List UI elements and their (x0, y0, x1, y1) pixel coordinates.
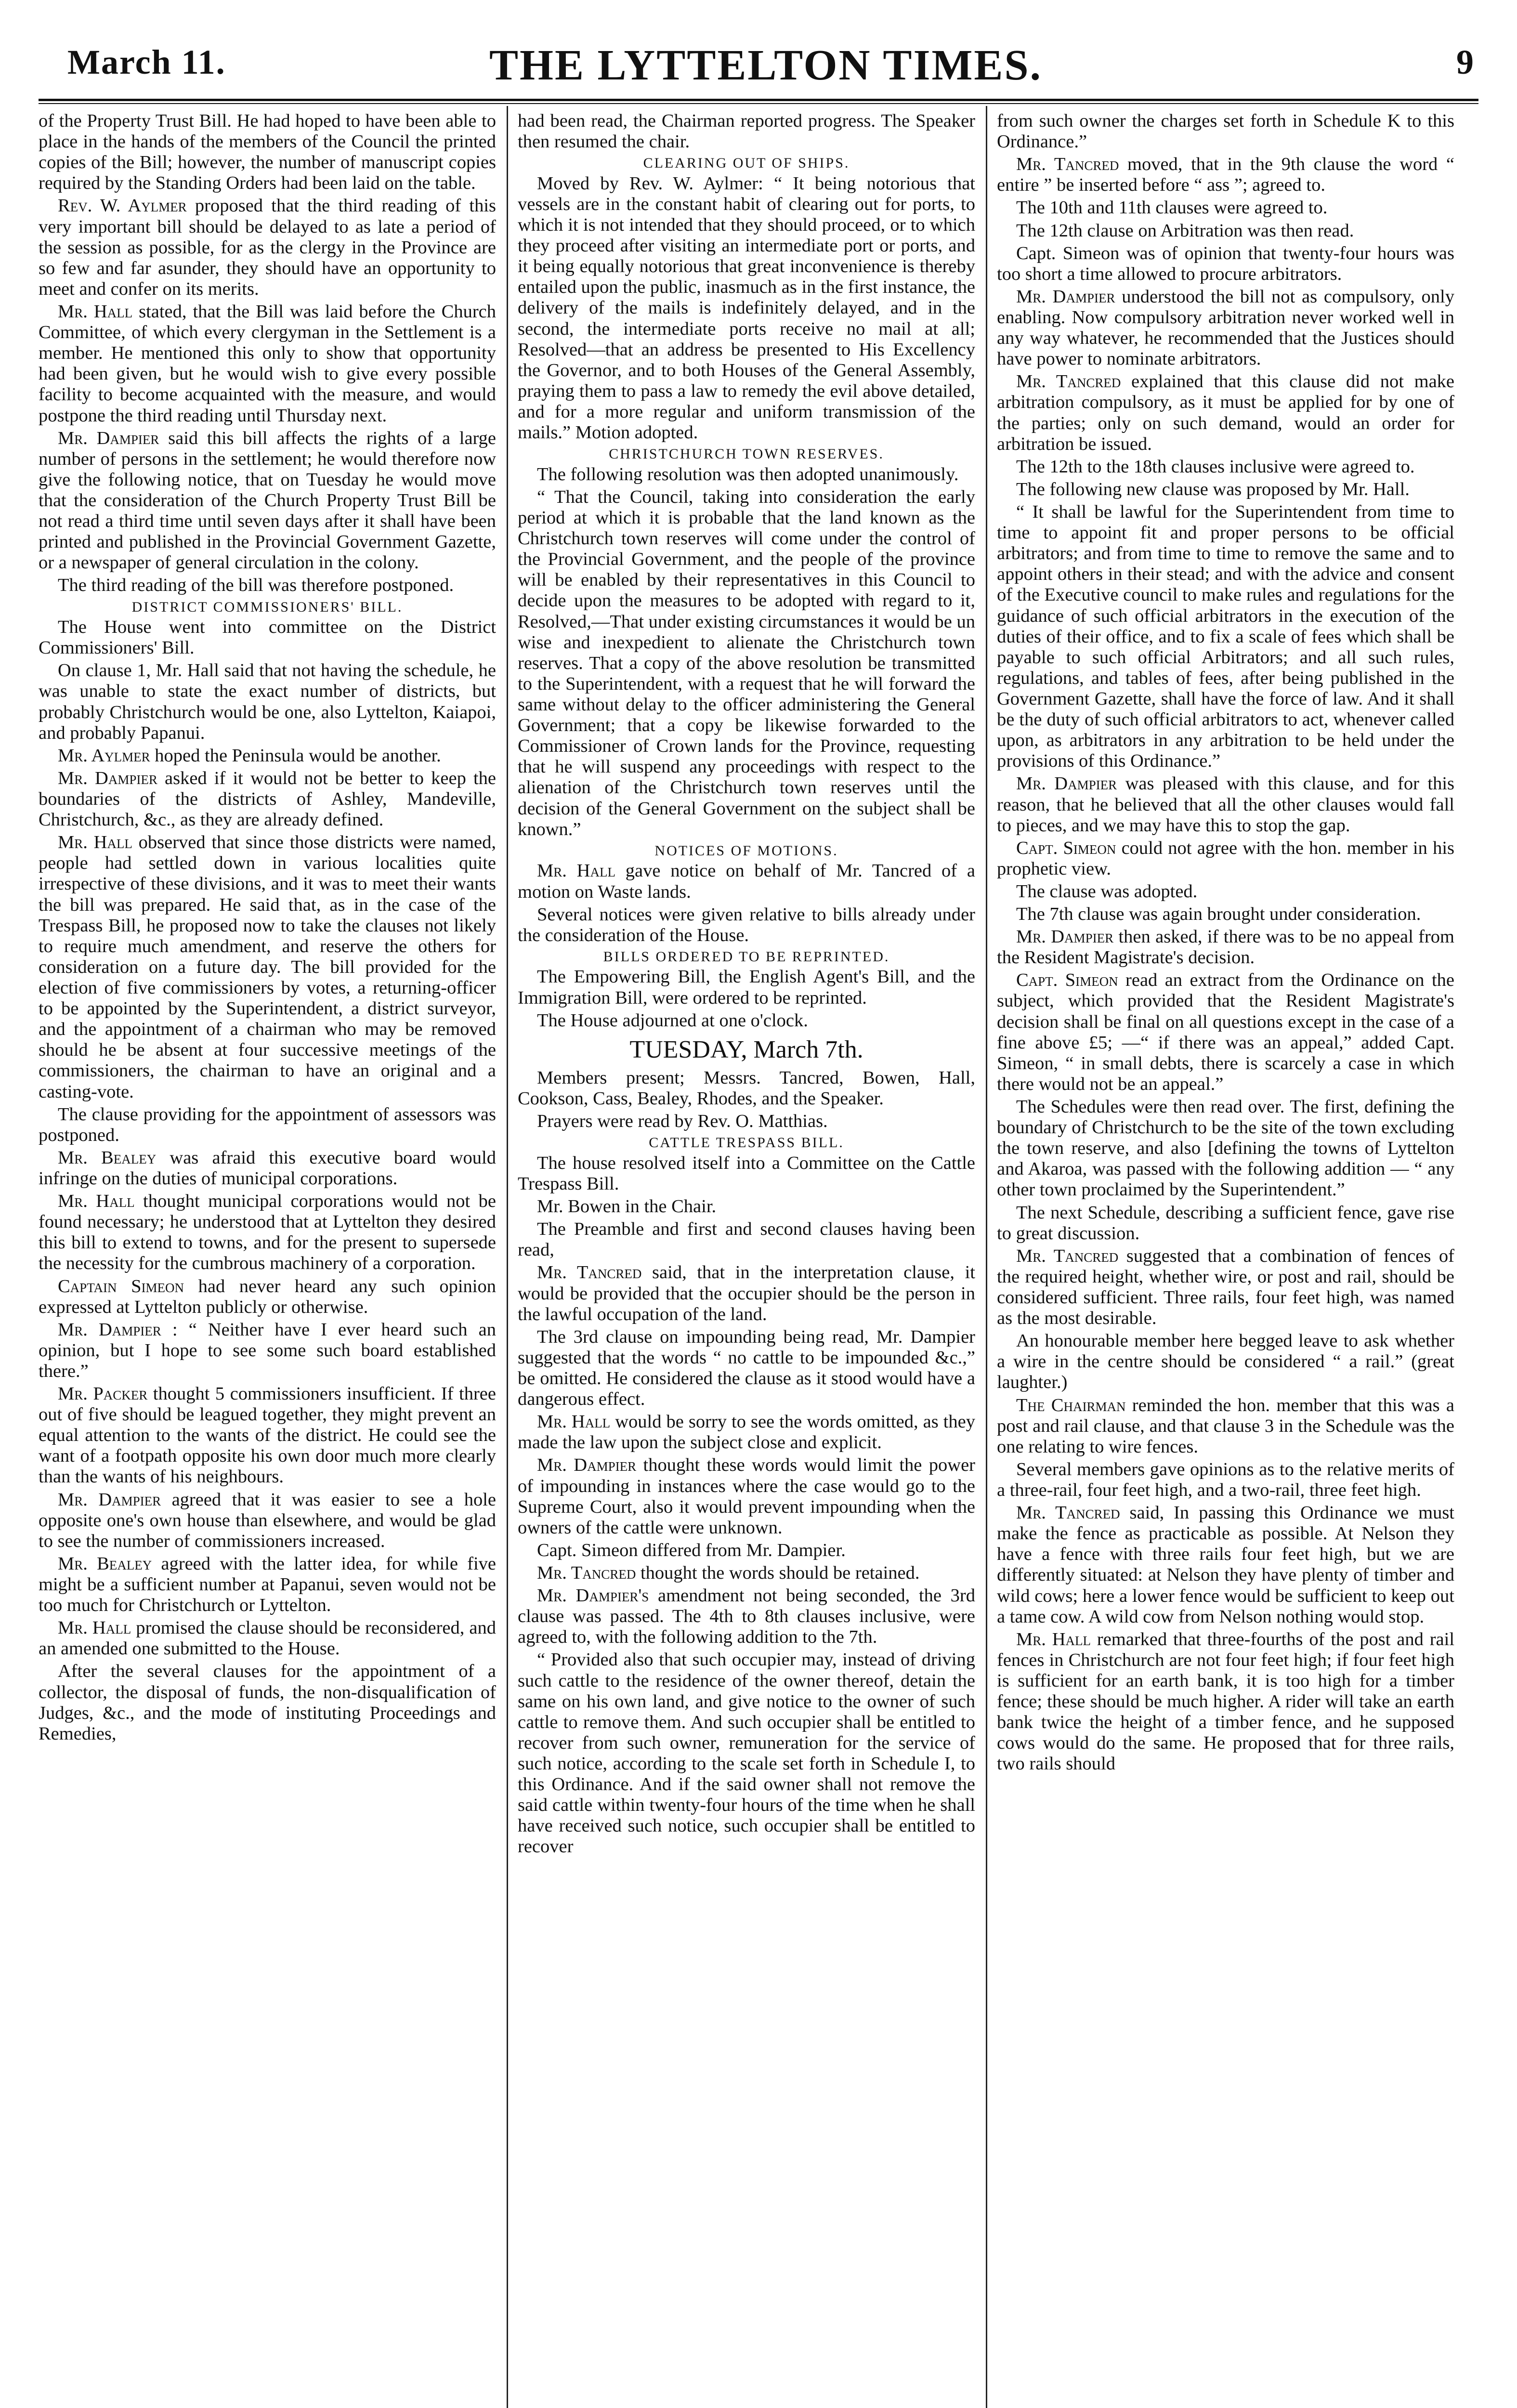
paragraph (39, 768, 496, 830)
speaker-name: Mr. Hall (1016, 1629, 1091, 1649)
paragraph (997, 1395, 1454, 1457)
paragraph-text: The 12th clause on Arbitration was then read. (1016, 220, 1354, 241)
paragraph (518, 1262, 975, 1324)
paragraph-text: Several notices were given relative to bills already under the consideration of the House. (518, 904, 975, 945)
paragraph (997, 154, 1454, 196)
paragraph-text: reminded the hon. member that this was a post and rail clause, and that clause 3 in the Schedule was the one relating to wire fences. (997, 1395, 1454, 1457)
paragraph-text: The 12th to the 18th clauses inclusive were agreed to. (1016, 456, 1415, 477)
speaker-name: Mr. Dampier (58, 1319, 161, 1340)
paragraph (518, 1010, 975, 1031)
paragraph-text: The House went into committee on the District Commissioners' Bill. (39, 617, 496, 658)
speaker-name: Capt. Simeon (1016, 838, 1116, 858)
paragraph-text: thought these words would limit the power of impounding in instances where the case would go to the Supreme Court, also it would prevent impounding when the owners of the cattle were unknown. (518, 1455, 975, 1538)
speaker-name: Mr. Aylmer (58, 745, 150, 766)
speaker-name: Mr. Hall (537, 1412, 611, 1432)
speaker-name: Mr. Bealey (58, 1553, 152, 1574)
paragraph (39, 660, 496, 743)
paragraph-text: The 7th clause was again brought under consideration. (1016, 904, 1421, 925)
paragraph (518, 111, 975, 152)
paragraph (997, 1203, 1454, 1244)
paragraph-text: The following new clause was proposed by Mr. Hall. (1016, 479, 1410, 499)
column-divider (507, 106, 508, 2408)
speaker-name: Mr. Dampier (58, 768, 157, 788)
speaker-name: Mr. Hall (58, 832, 132, 853)
paragraph (39, 1104, 496, 1146)
speaker-name: Mr. Hall (58, 1618, 131, 1638)
date-heading: TUESDAY, March 7th. (629, 1035, 863, 1063)
column-2 (518, 111, 975, 2408)
paragraph (997, 1331, 1454, 1393)
paragraph-text: then asked, if there was to be no appeal from the Resident Magistrate's decision. (997, 927, 1454, 968)
paragraph-text: Several members gave opinions as to the relative merits of a three-rail, four feet high, and a two-rail, three feet high. (997, 1459, 1454, 1500)
paragraph (39, 746, 496, 766)
paragraph (39, 1320, 496, 1382)
paragraph-text: of the Property Trust Bill. He had hoped to have been able to place in the hands of the members of the Council the printed copies of the Bill; however, the number of manuscript copies required by the Standing Orders had been laid on the table. (39, 111, 496, 194)
speaker-name: Mr. Tancred (1016, 1245, 1119, 1266)
speaker-name: Mr. Hall (58, 301, 133, 322)
speaker-name: Mr. Dampier (1016, 773, 1117, 794)
speaker-name: Mr. Bealey (58, 1147, 157, 1168)
section-heading: CHRISTCHURCH TOWN RESERVES. (609, 446, 884, 462)
speaker-name: Captain Simeon (58, 1276, 184, 1296)
paragraph-text: “ It shall be lawful for the Superintendent from time to time to appoint fit and proper persons to be official arbitrators; and from time to time to remove the same and to appoint others in their stead; and with the advice and consent of the Executive council to make rules and regulations for the guidance of such official arbitrators in the execution of the duties of their office, and to fix a scale of fees which shall be payable to such official Arbitrators; and all such rules, regulations, and tables of fees, after being published in the Government Gazette, shall have the force of law. And it shall be the duty of such official arbitrators to act, whenever called upon, as arbitrators in any arbitration to be held under the provisions of this Ordinance.” (997, 501, 1454, 772)
paragraph (518, 1412, 975, 1453)
header-rule-thin (39, 103, 1478, 104)
paragraph-text: After the several clauses for the appointment of a collector, the disposal of funds, the non-disqualification of Judges, &c., and the mode of instituting Proceedings and Remedies, (39, 1661, 496, 1744)
paragraph (39, 832, 496, 1102)
paragraph-text: said, In passing this Ordinance we must make the fence as practicable as possible. At Nelson they have a fence with three rails four feet high, but we are differently situated: at Nelson they have plenty of timber and wild cows; here a lower fence would be sufficient to keep out a tame cow. A wild cow from Nelson nothing would stop. (997, 1503, 1454, 1627)
paragraph-text: The following resolution was then adopted unanimously. (537, 464, 959, 484)
paragraph (39, 617, 496, 658)
paragraph (997, 1503, 1454, 1627)
column-divider (986, 106, 987, 2408)
paragraph (997, 479, 1454, 500)
column-1 (39, 111, 496, 2408)
paragraph-text: moved, that in the 9th clause the word “ entire ” be inserted before “ ass ”; agreed to. (997, 154, 1454, 196)
speaker-name: Capt. Simeon (1016, 970, 1118, 991)
paragraph (518, 967, 975, 1008)
paragraph-text: amendment not being seconded, the 3rd clause was passed. The 4th to 8th clauses inclusive, were agreed to, with the following addition to the 7th. (518, 1585, 975, 1648)
speaker-name: Mr. Tancred (537, 1562, 636, 1583)
paragraph (997, 502, 1454, 772)
paragraph-text: The third reading of the bill was therefore postponed. (58, 575, 454, 596)
paragraph-text: The house resolved itself into a Committee on the Cattle Trespass Bill. (518, 1152, 975, 1194)
paragraph (518, 861, 975, 902)
paragraph (997, 221, 1454, 241)
paragraph-text: Capt. Simeon was of opinion that twenty-four hours was too short a time allowed to procure arbitrators. (997, 243, 1454, 284)
paragraph-text: said, that in the interpretation clause, it would be provided that the occupier should be the person in the lawful occupation of the land. (518, 1262, 975, 1324)
speaker-name: Mr. Tancred (1016, 1503, 1120, 1523)
section-heading: CATTLE TRESPASS BILL. (649, 1135, 844, 1151)
paragraph (39, 1384, 496, 1488)
paragraph (518, 1153, 975, 1194)
paragraph (997, 1459, 1454, 1501)
paragraph-text: On clause 1, Mr. Hall said that not having the schedule, he was unable to state the exact number of districts, but probably Christchurch would be one, also Lyttelton, Kaiapoi, and probably Papanui. (39, 660, 496, 743)
paragraph-text: The Empowering Bill, the English Agent's Bill, and the Immigration Bill, were ordered to be reprinted. (518, 967, 975, 1008)
paragraph (518, 1455, 975, 1538)
section-heading: NOTICES OF MOTIONS. (654, 842, 838, 859)
paragraph-text: : “ Neither have I ever heard such an opinion, but I hope to see some such board established there.” (39, 1319, 496, 1381)
header-rule-thick (39, 99, 1478, 101)
paragraph-text: Moved by Rev. W. Aylmer: “ It being notorious that vessels are in the constant habit of clearing out for ports, to which it is not intended that they should proceed, or to which they proceed after visiting an intermediate port or ports, and it being equally notorious that great inconvenience is thereby entailed upon the public, inasmuch as in the first instance, the delivery of the mails is indefinitely delayed, and in the second, the intermediate ports receive no mail at all; Resolved—that an address be presented to His Excellency the Governor, and to both Houses of the General Assembly, praying them to pass a law to remedy the evil above detailed, and for a more regular and uniform transmission of the mails.” Motion adopted. (518, 173, 975, 443)
paragraph (997, 1097, 1454, 1201)
paragraph-text: thought municipal corporations would not be found necessary; he understood that at Lyttelton they desired this bill to extend to towns, and for the present to supersede the necessity for the cumbrous machinery of a corporation. (39, 1191, 496, 1274)
paragraph (518, 1563, 975, 1584)
paragraph (39, 1554, 496, 1616)
speaker-name: Mr. Dampier (1016, 286, 1115, 307)
paragraph-text: The Schedules were then read over. The first, defining the boundary of Christchurch to be the site of the town excluding the town reserve, and also [defining the towns of Lyttelton and Akaroa, was passed with the following addition — “ any other town proclaimed by the Superintendent.” (997, 1097, 1454, 1200)
paragraph (997, 111, 1454, 152)
paragraph-text: from such owner the charges set forth in Schedule K to this Ordinance.” (997, 111, 1454, 152)
paragraph (518, 1649, 975, 1857)
paragraph-text: An honourable member here begged leave to ask whether a wire in the centre should be considered “ a rail.” (great laughter.) (997, 1331, 1454, 1393)
paragraph (39, 196, 496, 300)
paragraph (518, 464, 975, 485)
paragraph (997, 773, 1454, 836)
paragraph-text: suggested that a combination of fences of the required height, whether wire, or post and rail, should be considered sufficient. Three rails, four feet high, was named as the most desirable. (997, 1245, 1454, 1329)
section-heading: BILLS ORDERED TO BE REPRINTED. (603, 948, 890, 965)
paragraph (518, 1327, 975, 1410)
paragraph (997, 970, 1454, 1095)
paragraph (39, 1661, 496, 1744)
paragraph-text: was afraid this executive board would infringe on the duties of municipal corporations. (39, 1147, 496, 1189)
paragraph-text: The next Schedule, describing a sufficient fence, gave rise to great discussion. (997, 1202, 1454, 1243)
speaker-name: Mr. Tancred (1016, 371, 1121, 392)
paragraph-text: remarked that three-fourths of the post and rail fences in Christchurch are not four feet high; if four feet high is sufficient for an earth bank, it is too high for a timber fence; these should be much higher. A rider will take an earth bank twice the height of a timber fence, and he supposed cows would do the same. He proposed that for three rails, two rails should (997, 1629, 1454, 1774)
paragraph-text: would be sorry to see the words omitted, as they made the law upon the subject close and explicit. (518, 1412, 975, 1453)
paragraph (997, 1246, 1454, 1329)
paragraph-text: The 10th and 11th clauses were agreed to. (1016, 197, 1328, 218)
paragraph-text: Capt. Simeon differed from Mr. Dampier. (537, 1540, 846, 1560)
section-heading: CLEARING OUT OF SHIPS. (643, 155, 850, 171)
paragraph (997, 927, 1454, 968)
paragraph (39, 1490, 496, 1552)
paragraph-text: agreed with the latter idea, for while five might be a sufficient number at Papanui, seven would not be too much for Christchurch or Lyttelton. (39, 1553, 496, 1616)
paragraph (39, 111, 496, 194)
page-header (39, 0, 1493, 106)
speaker-name: The Chairman (1016, 1395, 1126, 1415)
paragraph (518, 904, 975, 946)
paragraph-text: proposed that the third reading of this very important bill should be delayed to as late a period of the session as possible, for as the clergy in the Province are so few and far asunder, they should have an opportunity to meet and confer on its merits. (39, 196, 496, 299)
paragraph-text: hoped the Peninsula would be another. (155, 745, 441, 766)
paragraph-text: Mr. Bowen in the Chair. (537, 1196, 717, 1217)
paragraph-text: thought the words should be retained. (640, 1562, 920, 1583)
paragraph-text: gave notice on behalf of Mr. Tancred of a motion on Waste lands. (518, 861, 975, 902)
paragraph (997, 197, 1454, 218)
paragraph-text: The clause was adopted. (1016, 881, 1198, 902)
paragraph-text: Members present; Messrs. Tancred, Bowen, Hall, Cookson, Cass, Bealey, Rhodes, and the Speaker. (518, 1067, 975, 1109)
paragraph (39, 1148, 496, 1189)
paragraph (39, 1618, 496, 1659)
paragraph (518, 173, 975, 443)
paragraph (997, 1629, 1454, 1775)
paragraph (518, 1196, 975, 1217)
speaker-name: Mr. Packer (58, 1384, 148, 1404)
section-heading: DISTRICT COMMISSIONERS' BILL. (131, 599, 403, 615)
paragraph (997, 243, 1454, 285)
paragraph (997, 371, 1454, 454)
paragraph (518, 1540, 975, 1561)
paragraph (518, 1111, 975, 1132)
paragraph (39, 1191, 496, 1274)
paragraph (518, 487, 975, 840)
paragraph (997, 881, 1454, 902)
issue-date: March 11. (67, 43, 226, 81)
speaker-name: Rev. W. Aylmer (58, 196, 187, 216)
paragraph-text: explained that this clause did not make arbitration compulsory, as it must be applied for by one of the parties; only on such demand, would an order for arbitration be issued. (997, 371, 1454, 454)
paragraph-text: The clause providing for the appointment of assessors was postponed. (39, 1104, 496, 1145)
paragraph-text: asked if it would not be better to keep the boundaries of the districts of Ashley, Mandeville, Christchurch, &c., as they are already defined. (39, 768, 496, 830)
paragraph (518, 1068, 975, 1109)
paragraph (997, 904, 1454, 925)
paragraph-text: had never heard any such opinion expressed at Lyttelton publicly or otherwise. (39, 1276, 496, 1317)
paragraph-text: observed that since those districts were named, people had settled down in various localities quite irrespective of these divisions, and it was to meet their wants the bill was prepared. He said that, as in the case of the Trespass Bill, he proposed now to take the clauses not likely to require much amendment, and reserve the others for consideration on a future day. The bill provided for the election of five commissioners by votes, a returning-officer to be appointed by the Superintendent, a district surveyor, and the appointment of a chairman who may be removed should he be absent at four successive meetings of the commissioners, the chairman to have an original and a casting-vote. (39, 832, 496, 1102)
paragraph (518, 1219, 975, 1260)
paragraph (518, 1585, 975, 1648)
paragraph-text: Prayers were read by Rev. O. Matthias. (537, 1111, 828, 1132)
speaker-name: Mr. Hall (58, 1191, 135, 1212)
speaker-name: Mr. Dampier (58, 1489, 161, 1510)
speaker-name: Mr. Dampier (1016, 927, 1114, 947)
paragraph (997, 287, 1454, 369)
page-number: 9 (1456, 43, 1474, 81)
paragraph-text: stated, that the Bill was laid before the Church Committee, of which every clergyman in the Settlement is a member. He mentioned this only to show that opportunity had been given, but he would wish to give every possible facility to become acquainted with the measure, and would postpone the third reading until Thursday next. (39, 301, 496, 426)
paragraph (39, 1276, 496, 1318)
paragraph-text: “ Provided also that such occupier may, instead of driving such cattle to the residence of the owner thereof, detain the same on his own land, and give notice to the owner of such cattle to remove them. And such occupier shall be entitled to recover from such owner, remuneration for the service of such notice, according to the scale set forth in Schedule I, to this Ordinance. And if the said owner shall not remove the said cattle within twenty-four hours of the time when he shall have received such notice, such occupier shall be entitled to recover (518, 1649, 975, 1857)
speaker-name: Mr. Dampier (537, 1455, 637, 1476)
paragraph (997, 457, 1454, 477)
paragraph-text: The House adjourned at one o'clock. (537, 1010, 808, 1031)
paragraph-text: agreed that it was easier to see a hole opposite one's own house than elsewhere, and would be glad to see the number of commissioners increased. (39, 1489, 496, 1551)
paragraph (39, 428, 496, 574)
paragraph-text: was pleased with this clause, and for this reason, that he believed that all the other clauses would fall to pieces, and we may have this to stop the gap. (997, 773, 1454, 836)
paragraph-text: said this bill affects the rights of a large number of persons in the settlement; he would therefore now give the following notice, that on Tuesday he would move that the consideration of the Church Property Trust Bill be not read a third time until seven days after it shall have been printed and published in the Provincial Government Gazette, or a newspaper of general circulation in the colony. (39, 428, 496, 573)
paragraph (39, 301, 496, 426)
paragraph-text: could not agree with the hon. member in his prophetic view. (997, 838, 1454, 879)
paragraph-text: read an extract from the Ordinance on the subject, which provided that the Resident Magistrate's decision shall be final on all questions except in the case of a fine above £5; —“ if there was an appeal,” added Capt. Simeon, “ in small debts, there is scarcely a case in which there would not be an appeal.” (997, 970, 1454, 1094)
paragraph (997, 838, 1454, 879)
paragraph-text: “ That the Council, taking into consideration the early period at which it is probable that the land known as the Christchurch town reserves will come under the control of the Provincial Government, and the people of the province will be enabled by their representatives in this Council to decide upon the measures to be adopted with regard to it, Resolved,—That under existing circumstances it would be un wise and inexpedient to alienate the Christchurch town reserves. That a copy of the above resolution be transmitted to the Superintendent, with a request that he will forward the same without delay to the officer administering the General Government; that a copy be likewise forwarded to the Commissioner of Crown lands for the Province, requesting that he will suspend any proceedings with respect to the alienation of the Christchurch town reserves until the decision of the General Government on the subject shall be known.” (518, 486, 975, 839)
paragraph-text: The Preamble and first and second clauses having been read, (518, 1219, 975, 1260)
speaker-name: Mr. Hall (537, 861, 615, 881)
column-3 (997, 111, 1454, 2408)
paragraph-text: The 3rd clause on impounding being read, Mr. Dampier suggested that the words “ no cattle to be impounded &c.,” be omitted. He considered the clause as it stood would have a dangerous effect. (518, 1326, 975, 1410)
paragraph-text: had been read, the Chairman reported progress. The Speaker then resumed the chair. (518, 111, 975, 152)
paragraph-text: promised the clause should be reconsidered, and an amended one submitted to the House. (39, 1618, 496, 1659)
paragraph-text: thought 5 commissioners insufficient. If three out of five should be leagued together, they might prevent an equal attention to the wants of the district. He could see the want of a footpath opposite his own door much more clearly than the wants of his neighbours. (39, 1384, 496, 1487)
speaker-name: Mr. Tancred (537, 1262, 642, 1283)
speaker-name: Mr. Dampier (58, 428, 159, 448)
newspaper-title: THE LYTTELTON TIMES. (489, 41, 1043, 89)
speaker-name: Mr. Dampier's (537, 1585, 649, 1606)
speaker-name: Mr. Tancred (1016, 154, 1119, 175)
paragraph (39, 575, 496, 596)
paragraph-text: understood the bill not as compulsory, only enabling. Now compulsory arbitration never worked well in any way whatever, he recommended that the Justices should have power to nominate arbitrators. (997, 286, 1454, 369)
